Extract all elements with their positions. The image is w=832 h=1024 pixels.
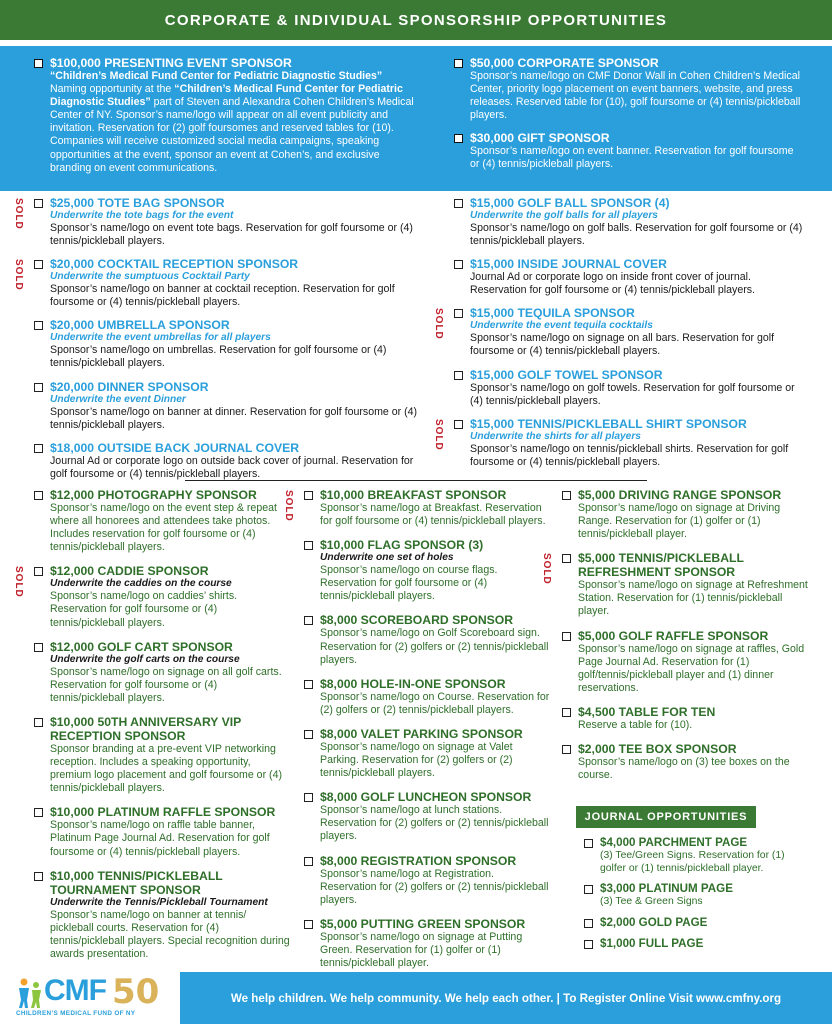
sponsorship-description: Sponsor’s name/logo on signage on all bars. Reservation for golf foursome or (4) tennis/pickleball players.	[470, 332, 775, 358]
sponsorship-checkbox[interactable]	[454, 134, 463, 143]
sold-label: SOLD	[541, 553, 552, 586]
sponsorship-title: $10,000 BREAKFAST SPONSOR	[320, 488, 507, 502]
sponsorship-item	[452, 131, 802, 171]
lower-column-1	[13, 488, 290, 971]
sponsorship-title: $15,000 GOLF BALL SPONSOR (4)	[470, 196, 670, 210]
footer-message[interactable]: We help children. We help community. We help each other. | To Register Online Visit www.cmfny.org	[230, 991, 782, 1005]
sponsorship-checkbox[interactable]	[562, 708, 571, 717]
sponsorship-checkbox[interactable]	[34, 260, 43, 269]
sponsorship-checkbox[interactable]	[304, 730, 313, 739]
sponsorship-item	[32, 805, 290, 858]
sponsorship-checkbox[interactable]	[34, 444, 43, 453]
journal-title: $1,000 FULL PAGE	[600, 936, 704, 950]
sponsorship-title: $12,000 GOLF CART SPONSOR	[50, 639, 233, 654]
footer	[0, 972, 832, 1024]
sponsorship-title: $25,000 TOTE BAG SPONSOR	[50, 196, 225, 210]
journal-title: $4,000 PARCHMENT PAGE	[600, 836, 748, 849]
journal-item	[582, 916, 812, 930]
sold-label: SOLD	[13, 198, 24, 230]
sponsorship-title: $12,000 CADDIE SPONSOR	[50, 564, 209, 579]
sponsorship-title: $15,000 INSIDE JOURNAL COVER	[470, 257, 667, 272]
sponsorship-description: Sponsor’s name/logo on event banner. Reservation for golf foursome or (4) tennis/pickleball players.	[470, 145, 794, 171]
sponsorship-item	[32, 488, 290, 554]
sponsorship-subtitle: Underwrite the event umbrellas for all players	[50, 332, 271, 344]
sponsorship-checkbox[interactable]	[454, 420, 463, 429]
sponsorship-title: $12,000 PHOTOGRAPHY SPONSOR	[50, 488, 257, 502]
sponsorship-description: Sponsor’s name/logo on Course. Reservation for (2) golfers or (2) tennis/pickleball players.	[320, 690, 550, 716]
logo-text: CMF	[44, 974, 106, 1007]
children-icon	[16, 976, 44, 1010]
sponsorship-item	[433, 416, 807, 469]
footer-banner	[180, 972, 832, 1024]
sold-label: SOLD	[283, 490, 294, 522]
sponsorship-title: $5,000 PUTTING GREEN SPONSOR	[320, 916, 526, 931]
sponsorship-subtitle: Underwrite the tote bags for the event	[50, 210, 234, 221]
sponsorship-checkbox[interactable]	[34, 199, 43, 208]
journal-list	[582, 836, 812, 958]
sponsorship-title: $8,000 HOLE-IN-ONE SPONSOR	[320, 676, 506, 691]
sponsorship-item	[560, 742, 810, 782]
sponsorship-checkbox[interactable]	[304, 616, 313, 625]
sponsorship-item	[452, 368, 807, 408]
mid-left-column	[13, 196, 420, 490]
mid-right-column	[433, 196, 807, 478]
sponsorship-description: Sponsor’s name/logo on banner at tennis/ pickleball courts. Reservation for (4) tennis/pickleball players. Special recognition during awards presentation.	[50, 908, 290, 960]
premium-sponsors-panel	[0, 46, 832, 191]
sponsorship-item	[433, 306, 807, 358]
sponsorship-description: Sponsor’s name/logo on signage at raffles, Gold Page Journal Ad. Reservation for (1) golf/tennis/pickleball player and (1) dinner reservations.	[578, 642, 805, 694]
sponsorship-title: $4,500 TABLE FOR TEN	[578, 704, 716, 719]
sponsorship-description: Sponsor’s name/logo on (3) tee boxes on the course.	[578, 756, 790, 782]
sponsorship-description	[50, 70, 420, 175]
sponsorship-item	[32, 441, 420, 481]
sponsorship-description: Sponsor’s name/logo on signage at Refreshment Station. Reservation for (1) tennis/pickleball player.	[578, 579, 808, 618]
sponsorship-title: $20,000 COCKTAIL RECEPTION SPONSOR	[50, 257, 299, 272]
description-segment: “Children’s Medical Fund Center for Pediatric Diagnostic Studies”	[50, 70, 383, 82]
sponsorship-subtitle: Underwrite the Tennis/Pickleball Tournament	[50, 896, 268, 908]
sponsorship-description: Sponsor’s name/logo on Golf Scoreboard sign. Reservation for (2) golfers or (2) tennis/pickleball players.	[320, 627, 549, 666]
sponsorship-title: $8,000 SCOREBOARD SPONSOR	[320, 613, 514, 628]
sponsorship-description: Sponsor’s name/logo on signage at Driving Range. Reservation for (1) golfer or (1) tennis/pickleball player.	[578, 502, 781, 541]
journal-item	[582, 882, 812, 909]
section-divider	[185, 480, 647, 481]
sponsorship-subtitle: Underwrite the shirts for all players	[470, 430, 641, 442]
lower-column-2	[283, 488, 550, 980]
sponsorship-checkbox[interactable]	[304, 793, 313, 802]
description-segment: Naming opportunity at the	[50, 83, 175, 96]
sponsorship-description: Sponsor’s name/logo on banner at cocktail reception. Reservation for golf foursome or (4) tennis/pickleball players.	[50, 283, 395, 309]
sponsorship-description: Sponsor’s name/logo on golf balls. Reservation for golf foursome or (4) tennis/pickleball players.	[470, 222, 803, 248]
sponsorship-checkbox[interactable]	[304, 857, 313, 866]
sponsorship-title: $10,000 PLATINUM RAFFLE SPONSOR	[50, 805, 276, 820]
sponsorship-title: $18,000 OUTSIDE BACK JOURNAL COVER	[50, 440, 300, 455]
sponsorship-title: $5,000 TENNIS/PICKLEBALL REFRESHMENT SPONSOR	[578, 551, 744, 580]
sponsorship-description: Sponsor’s name/logo on tennis/pickleball shirts. Reservation for golf foursome or (4) tennis/pickleball players.	[470, 442, 789, 468]
sold-label: SOLD	[13, 259, 24, 291]
sponsorship-description: Sponsor’s name/logo on signage on all golf carts. Reservation for golf foursome or (4) tennis/pickleball players.	[50, 665, 282, 704]
sponsorship-checkbox[interactable]	[34, 491, 43, 500]
sponsorship-checkbox[interactable]	[34, 321, 43, 330]
sponsorship-description: Sponsor’s name/logo at Registration. Reservation for (2) golfers or (2) tennis/pickleball players.	[320, 867, 549, 906]
sponsorship-checkbox[interactable]	[562, 554, 571, 563]
sponsorship-item	[452, 196, 807, 248]
sponsorship-title: $10,000 50TH ANNIVERSARY VIP RECEPTION SPONSOR	[50, 714, 242, 743]
premium-right-column	[452, 56, 802, 181]
sponsorship-title: $50,000 CORPORATE SPONSOR	[470, 56, 659, 70]
sponsorship-subtitle: Underwrite the sumptuous Cocktail Party	[50, 271, 250, 283]
cmf-logo[interactable]	[14, 972, 174, 1024]
journal-item	[582, 937, 812, 951]
sponsorship-checkbox[interactable]	[34, 718, 43, 727]
sponsorship-checkbox[interactable]	[454, 59, 463, 68]
sponsorship-item	[302, 790, 550, 843]
sponsorship-description: Sponsor’s name/logo on course flags. Reservation for golf foursome or (4) tennis/pickleball players.	[320, 564, 498, 603]
sponsorship-item	[13, 257, 420, 309]
sponsorship-description: Reserve a table for (10).	[578, 718, 693, 731]
sponsorship-description: Sponsor’s name/logo on signage at Valet Parking. Reservation for (2) golfers or (2) tennis/pickleball players.	[320, 740, 513, 780]
journal-description: (3) Tee & Green Signs	[600, 896, 703, 907]
sponsorship-subtitle: Underwrite the event tequila cocktails	[470, 320, 653, 332]
sponsorship-checkbox[interactable]	[34, 872, 43, 881]
description-segment: “Children’s Medical Fund Center for Pediatric Diagnostic Studies”	[50, 83, 403, 109]
logo-tagline: CHILDREN’S MEDICAL FUND OF NY	[16, 1010, 136, 1017]
sponsorship-checkbox[interactable]	[34, 808, 43, 817]
sponsorship-checkbox[interactable]	[454, 309, 463, 318]
sponsorship-description: Sponsor’s name/logo on caddies’ shirts. Reservation for golf foursome or (4) tennis/pickleball players.	[50, 590, 238, 629]
premium-left-column	[32, 56, 420, 184]
sponsorship-item	[32, 869, 290, 961]
sponsorship-item	[32, 715, 290, 795]
journal-checkbox[interactable]	[584, 839, 593, 848]
sponsorship-subtitle: Underwrite the caddies on the course	[50, 578, 232, 590]
journal-checkbox[interactable]	[584, 940, 593, 949]
sponsorship-item	[560, 705, 810, 732]
sponsorship-title: $30,000 GIFT SPONSOR	[470, 131, 610, 146]
sponsorship-description: Sponsor’s name/logo on banner at dinner. Reservation for golf foursome or (4) tennis/pickleball players.	[50, 405, 418, 431]
sponsorship-item	[13, 196, 420, 248]
sponsorship-checkbox[interactable]	[34, 643, 43, 652]
sponsorship-checkbox[interactable]	[34, 59, 43, 68]
sold-label: SOLD	[433, 308, 444, 341]
sponsorship-item	[13, 564, 290, 629]
description-segment: part of Steven and Alexandra Cohen Children’s Medical Center of NY. Sponsor’s name/logo will appear on all event publicity and invitation. Reservation for (2) golf foursomes and reserved tables for (10). Companies will receive customized social media campaigns, speaking opportunities at the event, sponsor an event at Cohen’s, and exclusive branding on event communications.	[50, 96, 414, 174]
journal-checkbox[interactable]	[584, 919, 593, 928]
sponsorship-checkbox[interactable]	[454, 199, 463, 208]
sponsorship-description: Sponsor branding at a pre-event VIP networking reception. Includes a speaking opportunity, premium logo placement and golf foursome or (4) tennis/pickleball players.	[50, 742, 282, 795]
sponsorship-description: Sponsor’s name/logo on the event step & repeat where all honorees and attendees take photos. Includes reservation for golf foursome or (4) tennis/pickleball players.	[50, 502, 277, 554]
sponsorship-title: $20,000 DINNER SPONSOR	[50, 379, 209, 394]
sponsorship-checkbox[interactable]	[304, 680, 313, 689]
sponsorship-checkbox[interactable]	[304, 541, 313, 550]
sponsorship-description: Sponsor’s name/logo on event tote bags. Reservation for golf foursome or (4) tennis/pickleball players.	[50, 222, 413, 248]
sponsorship-item	[302, 917, 550, 970]
sponsorship-item	[283, 488, 550, 528]
sponsorship-title: $8,000 GOLF LUNCHEON SPONSOR	[320, 790, 532, 805]
sponsorship-description: Sponsor’s name/logo on CMF Donor Wall in Cohen Children’s Medical Center, priority logo placement on event banners, website, and press releases. Reserved table for (10), golf foursome or (4) tennis/pickleball players.	[470, 70, 801, 122]
sponsorship-title: $15,000 GOLF TOWEL SPONSOR	[470, 367, 663, 382]
sponsorship-item	[541, 551, 810, 618]
sponsorship-subtitle: Underwrite one set of holes	[320, 552, 454, 564]
sponsorship-title: $15,000 TEQUILA SPONSOR	[470, 306, 635, 321]
sponsorship-description: Journal Ad or corporate logo on outside back cover of journal. Reservation for golf foursome or (4) tennis/pickleball players.	[50, 454, 414, 480]
journal-title: $2,000 GOLD PAGE	[600, 915, 708, 929]
sponsorship-description: Sponsor’s name/logo on golf towels. Reservation for golf foursome or (4) tennis/pickleball players.	[470, 381, 795, 407]
sponsorship-description: Sponsor’s name/logo at lunch stations. Reservation for (2) golfers or (2) tennis/pickleball players.	[320, 804, 549, 843]
journal-description: (3) Tee/Green Signs. Reservation for (1) golfer or (1) tennis/pickleball player.	[600, 850, 785, 874]
sponsorship-item	[302, 854, 550, 907]
sponsorship-title: $8,000 VALET PARKING SPONSOR	[320, 726, 523, 741]
sponsorship-checkbox[interactable]	[454, 260, 463, 269]
sponsorship-description: Sponsor’s name/logo on signage at Putting Green. Reservation for (1) golfer or (1) tennis/pickleball player.	[320, 930, 523, 969]
sponsorship-checkbox[interactable]	[562, 491, 571, 500]
sponsorship-checkbox[interactable]	[562, 632, 571, 641]
sponsorship-description: Sponsor’s name/logo on raffle table banner, Platinum Page Journal Ad. Reservation for golf foursome or (4) tennis/pickleball players.	[50, 819, 270, 858]
sponsorship-title: $5,000 DRIVING RANGE SPONSOR	[578, 488, 782, 502]
sponsorship-title: $10,000 FLAG SPONSOR (3)	[320, 538, 484, 553]
sponsorship-item	[302, 613, 550, 666]
sponsorship-item	[32, 56, 420, 175]
sponsorship-title: $8,000 REGISTRATION SPONSOR	[320, 853, 517, 868]
sponsorship-item	[560, 488, 810, 541]
journal-item	[582, 836, 812, 875]
sponsorship-subtitle: Underwrite the golf carts on the course	[50, 653, 240, 665]
sponsorship-item	[452, 56, 802, 122]
sponsorship-checkbox[interactable]	[304, 491, 313, 500]
header-bar	[0, 0, 832, 40]
sponsorship-description: Sponsor’s name/logo on umbrellas. Reservation for golf foursome or (4) tennis/pickleball players.	[50, 344, 387, 370]
sponsorship-title: $5,000 GOLF RAFFLE SPONSOR	[578, 628, 769, 643]
journal-title: $3,000 PLATINUM PAGE	[600, 882, 733, 895]
sponsorship-title: $15,000 TENNIS/PICKLEBALL SHIRT SPONSOR	[470, 416, 747, 431]
sponsorship-checkbox[interactable]	[304, 920, 313, 929]
sponsorship-description: Journal Ad or corporate logo on inside front cover of journal. Reservation for golf foursome or (4) tennis/pickleball players.	[470, 271, 755, 297]
sponsorship-title: $10,000 TENNIS/PICKLEBALL TOURNAMENT SPONSOR	[50, 868, 223, 897]
sponsorship-item	[302, 538, 550, 603]
sponsorship-item	[32, 318, 420, 370]
journal-heading: JOURNAL OPPORTUNITIES	[576, 806, 756, 828]
logo-anniversary-number: 50	[112, 972, 160, 1012]
sponsorship-title: $2,000 TEE BOX SPONSOR	[578, 742, 737, 757]
journal-checkbox[interactable]	[584, 885, 593, 894]
sponsorship-subtitle: Underwrite the event Dinner	[50, 393, 186, 405]
sponsorship-subtitle: Underwrite the golf balls for all players	[470, 210, 658, 221]
sponsorship-item	[560, 629, 810, 695]
lower-column-3	[541, 488, 810, 792]
sponsorship-item	[452, 257, 807, 297]
sponsorship-item	[302, 677, 550, 717]
sponsorship-item	[32, 640, 290, 705]
sponsorship-title: $100,000 PRESENTING EVENT SPONSOR	[50, 56, 292, 70]
sponsorship-checkbox[interactable]	[454, 371, 463, 380]
sold-label: SOLD	[13, 566, 24, 599]
sponsorship-description: Sponsor’s name/logo at Breakfast. Reservation for golf foursome or (4) tennis/pickleball players.	[320, 502, 546, 528]
sponsorship-item	[302, 727, 550, 780]
sponsorship-checkbox[interactable]	[562, 745, 571, 754]
sponsorship-checkbox[interactable]	[34, 567, 43, 576]
sold-label: SOLD	[433, 418, 444, 451]
sponsorship-item	[32, 380, 420, 432]
page-title: CORPORATE & INDIVIDUAL SPONSORSHIP OPPORTUNITIES	[164, 11, 668, 29]
sponsorship-title: $20,000 UMBRELLA SPONSOR	[50, 318, 230, 333]
sponsorship-checkbox[interactable]	[34, 383, 43, 392]
